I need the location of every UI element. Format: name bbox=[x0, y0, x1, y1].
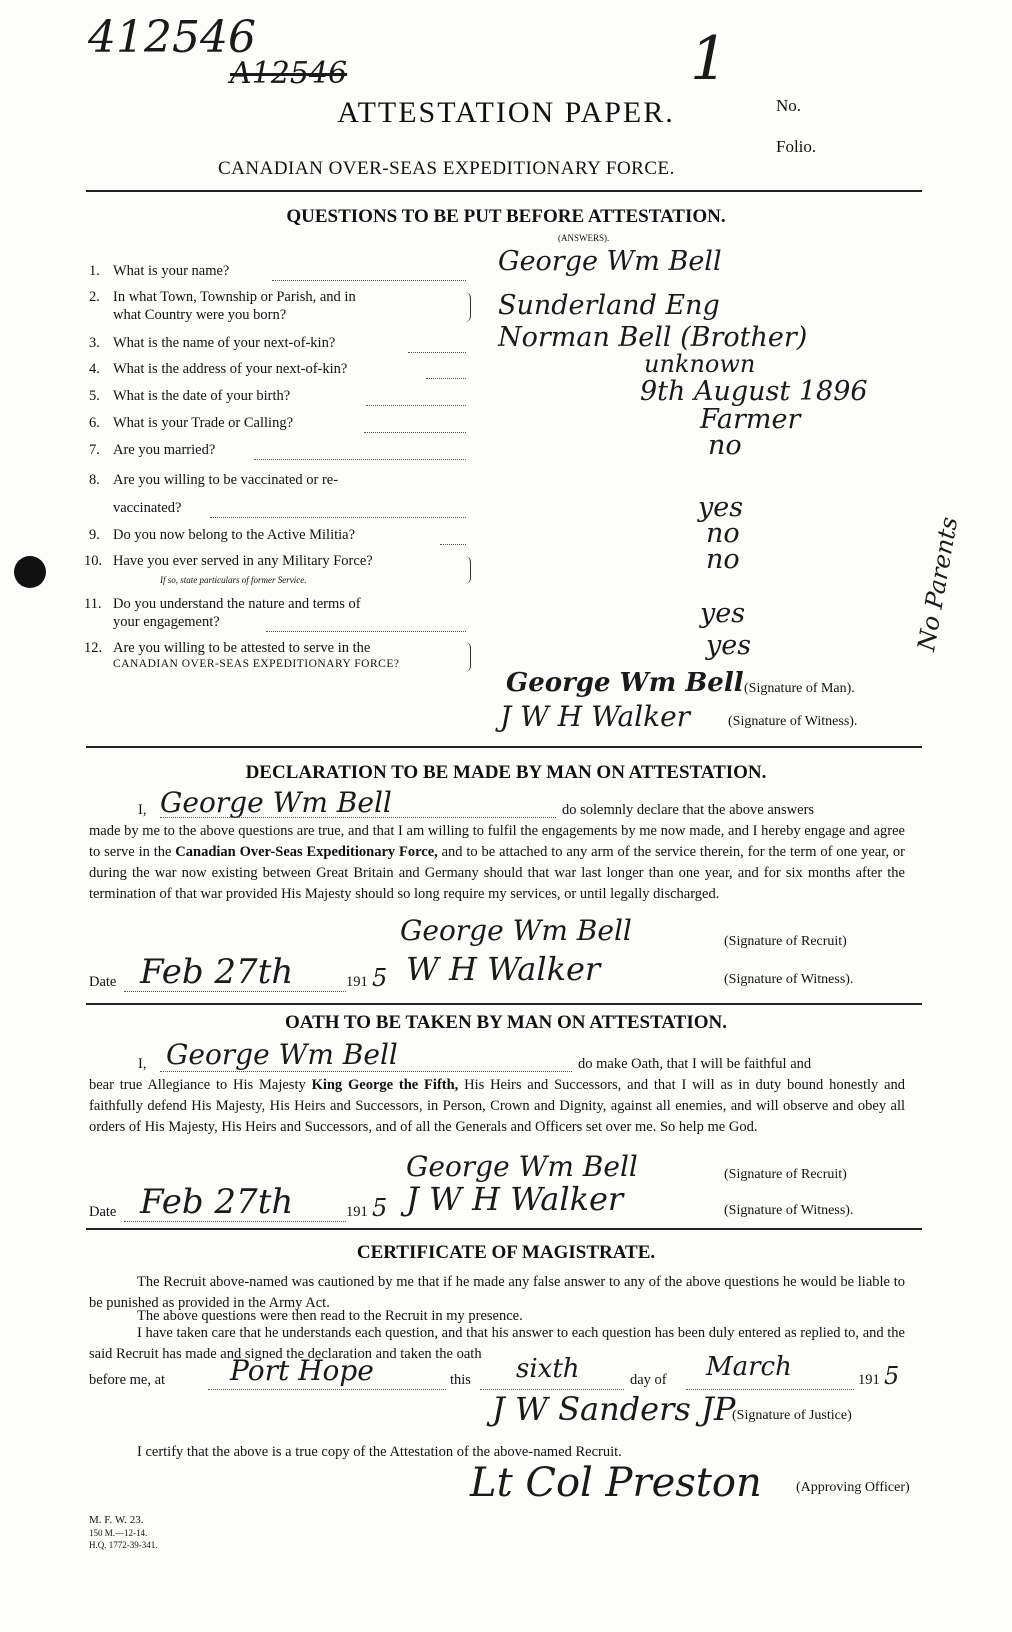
answer-birth-date: 9th August 1896 bbox=[640, 376, 868, 407]
question-text: Do you now belong to the Active Militia? bbox=[113, 527, 356, 543]
declaration-year-prefix: 191 bbox=[346, 974, 368, 990]
oath-lead: I, bbox=[138, 1056, 147, 1072]
oath-date: Feb 27th bbox=[140, 1182, 294, 1222]
question-text: Are you willing to be vaccinated or re- bbox=[113, 472, 339, 488]
oath-date-label: Date bbox=[89, 1204, 117, 1220]
dotted-leader bbox=[440, 543, 466, 545]
answer-trade: Farmer bbox=[700, 404, 801, 435]
question-text: What is the date of your birth? bbox=[113, 388, 291, 404]
dotted-leader bbox=[210, 516, 466, 518]
declaration-date-label: Date bbox=[89, 974, 117, 990]
oath-recruit-name: George Wm Bell bbox=[166, 1038, 398, 1071]
question-text: CANADIAN OVER-SEAS EXPEDITIONARY FORCE? bbox=[113, 658, 400, 670]
oath-year-suffix: 5 bbox=[372, 1194, 388, 1222]
declaration-sig-witness-label: (Signature of Witness). bbox=[724, 972, 854, 987]
oath-signature-witness: J W H Walker bbox=[406, 1180, 624, 1218]
answer-birthplace: Sunderland Eng bbox=[498, 290, 720, 321]
question-number: 2. bbox=[89, 289, 100, 305]
dotted-leader bbox=[160, 1070, 572, 1072]
question-number: 12. bbox=[84, 640, 103, 656]
answer-name: George Wm Bell bbox=[498, 246, 722, 277]
king-name: King George the Fifth, bbox=[311, 1077, 459, 1093]
form-subtitle: CANADIAN OVER-SEAS EXPEDITIONARY FORCE. bbox=[218, 158, 675, 179]
question-text: What is your Trade or Calling? bbox=[113, 415, 294, 431]
before-me-label: before me, at bbox=[89, 1372, 166, 1388]
divider bbox=[86, 190, 922, 192]
declaration-text-1: do solemnly declare that the above answers bbox=[562, 802, 815, 818]
oath-heading: OATH TO BE TAKEN BY MAN ON ATTESTATION. bbox=[284, 1012, 728, 1033]
signature-man-label: (Signature of Man). bbox=[744, 681, 855, 696]
folio-label: Folio. bbox=[776, 137, 817, 156]
answer-militia: no bbox=[706, 518, 740, 549]
declaration-heading: DECLARATION TO BE MADE BY MAN ON ATTESTATION. bbox=[245, 762, 767, 783]
question-text: Are you willing to be attested to serve in the bbox=[113, 640, 371, 656]
question-text: Have you ever served in any Military Force? bbox=[113, 553, 373, 569]
oath-year-prefix: 191 bbox=[346, 1204, 368, 1220]
dotted-leader bbox=[160, 816, 556, 818]
question-text: Do you understand the nature and terms of bbox=[113, 596, 361, 612]
declaration-lead: I, bbox=[138, 802, 147, 818]
magistrate-heading: CERTIFICATE OF MAGISTRATE. bbox=[356, 1242, 656, 1263]
binding-hole bbox=[14, 556, 46, 588]
signature-witness-label: (Signature of Witness). bbox=[728, 714, 858, 729]
oath-body bbox=[89, 1075, 905, 1138]
crossed-out-number: A12546 bbox=[230, 56, 348, 91]
brace bbox=[462, 556, 471, 584]
answer-vaccinated: yes bbox=[698, 492, 744, 523]
magistrate-year-suffix: 5 bbox=[884, 1362, 900, 1390]
declaration-signature-recruit: George Wm Bell bbox=[400, 914, 632, 947]
certify-text: I certify that the above is a true copy of the Attestation of the above-named Recruit. bbox=[137, 1444, 622, 1460]
magistrate-para-2: The above questions were then read to the Recruit in my presence. bbox=[137, 1308, 523, 1324]
dotted-leader bbox=[266, 630, 466, 632]
question-text: In what Town, Township or Parish, and in bbox=[113, 289, 356, 305]
oath-text-2: bear true Allegiance to His Majesty bbox=[89, 1077, 306, 1093]
oath-text-1: do make Oath, that I will be faithful and bbox=[578, 1056, 812, 1072]
dotted-leader bbox=[366, 404, 466, 406]
dotted-leader bbox=[426, 377, 466, 379]
question-number: 5. bbox=[89, 388, 100, 404]
question-number: 10. bbox=[84, 553, 103, 569]
declaration-sig-recruit-label: (Signature of Recruit) bbox=[724, 934, 847, 949]
divider bbox=[86, 746, 922, 748]
magistrate-para-1: The Recruit above-named was cautioned by me that if he made any false answer to any of the above questions he would be liable to be punished as provided in the Army Act. bbox=[89, 1274, 905, 1311]
magistrate-year-prefix: 191 bbox=[858, 1372, 880, 1388]
magistrate-para-3: I have taken care that he understands each question, and that his answer to each question has been duly entered as replied to, and the said Recruit has made and signed the declaration and taken the oath bbox=[89, 1325, 905, 1362]
answer-married: no bbox=[708, 430, 742, 461]
signature-justice-label: (Signature of Justice) bbox=[732, 1408, 852, 1423]
form-title: ATTESTATION PAPER. bbox=[337, 96, 675, 129]
brace bbox=[462, 292, 471, 322]
day-of-label: day of bbox=[630, 1372, 667, 1388]
divider bbox=[86, 1228, 922, 1230]
question-number: 11. bbox=[84, 596, 102, 612]
this-label: this bbox=[450, 1372, 471, 1388]
margin-note: No Parents bbox=[912, 514, 964, 654]
divider bbox=[86, 1003, 922, 1005]
dotted-leader bbox=[272, 279, 466, 281]
dotted-leader bbox=[124, 1220, 346, 1222]
question-number: 7. bbox=[89, 442, 100, 458]
print-line: H.Q. 1772-39-341. bbox=[89, 1540, 158, 1550]
dotted-leader bbox=[254, 458, 466, 460]
question-number: 6. bbox=[89, 415, 100, 431]
form-number: M. F. W. 23. bbox=[89, 1514, 144, 1526]
question-text: Are you married? bbox=[113, 442, 216, 458]
approving-officer-signature: Lt Col Preston bbox=[470, 1460, 762, 1506]
answers-label: (ANSWERS). bbox=[558, 233, 610, 243]
oath-sig-recruit-label: (Signature of Recruit) bbox=[724, 1167, 847, 1182]
approving-officer-label: (Approving Officer) bbox=[796, 1480, 910, 1495]
oath-signature-recruit: George Wm Bell bbox=[406, 1150, 638, 1183]
regimental-number: 412546 bbox=[88, 12, 256, 63]
question-text: What is the address of your next-of-kin? bbox=[113, 361, 348, 377]
answer-military-force: no bbox=[706, 544, 740, 575]
question-number: 4. bbox=[89, 361, 100, 377]
no-label: No. bbox=[776, 96, 802, 115]
dotted-leader bbox=[124, 990, 346, 992]
question-text: What is your name? bbox=[113, 263, 230, 279]
service-note: If so, state particulars of former Service. bbox=[160, 575, 307, 585]
oath-text-3: His Heirs and Successors, and that I will as in duty bound honestly and faithfully defend His Majesty, His Heirs and Successors, in Person, Crown and Dignity, against all enemies, and will observe and obey all orders of His Majesty, His Heirs and Successors, and of all the Generals and Officers set over me. So help me God. bbox=[89, 1077, 906, 1135]
signature-witness: J W H Walker bbox=[500, 700, 691, 733]
declaration-text-2: made by me to the above questions are true, and that I am willing to fulfil the engagements by me now made, and I hereby engage and agree to serve in the bbox=[89, 823, 905, 860]
declaration-text-3: and to be attached to any arm of the service therein, for the term of one year, or during the war now existing between Great Britain and Germany should that war last longer than one year, and for six months after the termination of that war provided His Majesty should so long require my services, or until legally discharged. bbox=[89, 844, 906, 902]
question-number: 8. bbox=[89, 472, 100, 488]
answer-address: unknown bbox=[644, 350, 756, 378]
question-number: 9. bbox=[89, 527, 100, 543]
volume-mark: 1 bbox=[690, 24, 729, 94]
answer-next-of-kin: Norman Bell (Brother) bbox=[498, 322, 808, 353]
dotted-leader bbox=[364, 431, 466, 433]
dotted-leader bbox=[208, 1388, 446, 1390]
signature-man: George Wm Bell bbox=[506, 668, 744, 698]
question-text: What is the name of your next-of-kin? bbox=[113, 335, 336, 351]
question-text: vaccinated? bbox=[113, 500, 182, 516]
declaration-year-suffix: 5 bbox=[372, 964, 388, 992]
declaration-body bbox=[89, 821, 905, 905]
oath-sig-witness-label: (Signature of Witness). bbox=[724, 1203, 854, 1218]
print-line: 150 M.—12-14. bbox=[89, 1528, 148, 1538]
answer-understand: yes bbox=[700, 598, 746, 629]
month: March bbox=[706, 1352, 792, 1382]
force-name: Canadian Over-Seas Expeditionary Force, bbox=[175, 844, 438, 860]
place: Port Hope bbox=[230, 1354, 374, 1387]
answer-willing-to-serve: yes bbox=[706, 630, 752, 661]
dotted-leader bbox=[408, 351, 466, 353]
question-number: 1. bbox=[89, 263, 100, 279]
signature-justice: J W Sanders JP bbox=[492, 1390, 736, 1428]
declaration-signature-witness: W H Walker bbox=[406, 950, 601, 988]
brace bbox=[462, 642, 471, 672]
question-text: your engagement? bbox=[113, 614, 220, 630]
day: sixth bbox=[516, 1354, 580, 1384]
questions-heading: QUESTIONS TO BE PUT BEFORE ATTESTATION. bbox=[286, 206, 726, 227]
declaration-date: Feb 27th bbox=[140, 952, 294, 992]
question-text: what Country were you born? bbox=[113, 307, 287, 323]
declaration-recruit-name: George Wm Bell bbox=[160, 786, 392, 819]
question-number: 3. bbox=[89, 335, 100, 351]
